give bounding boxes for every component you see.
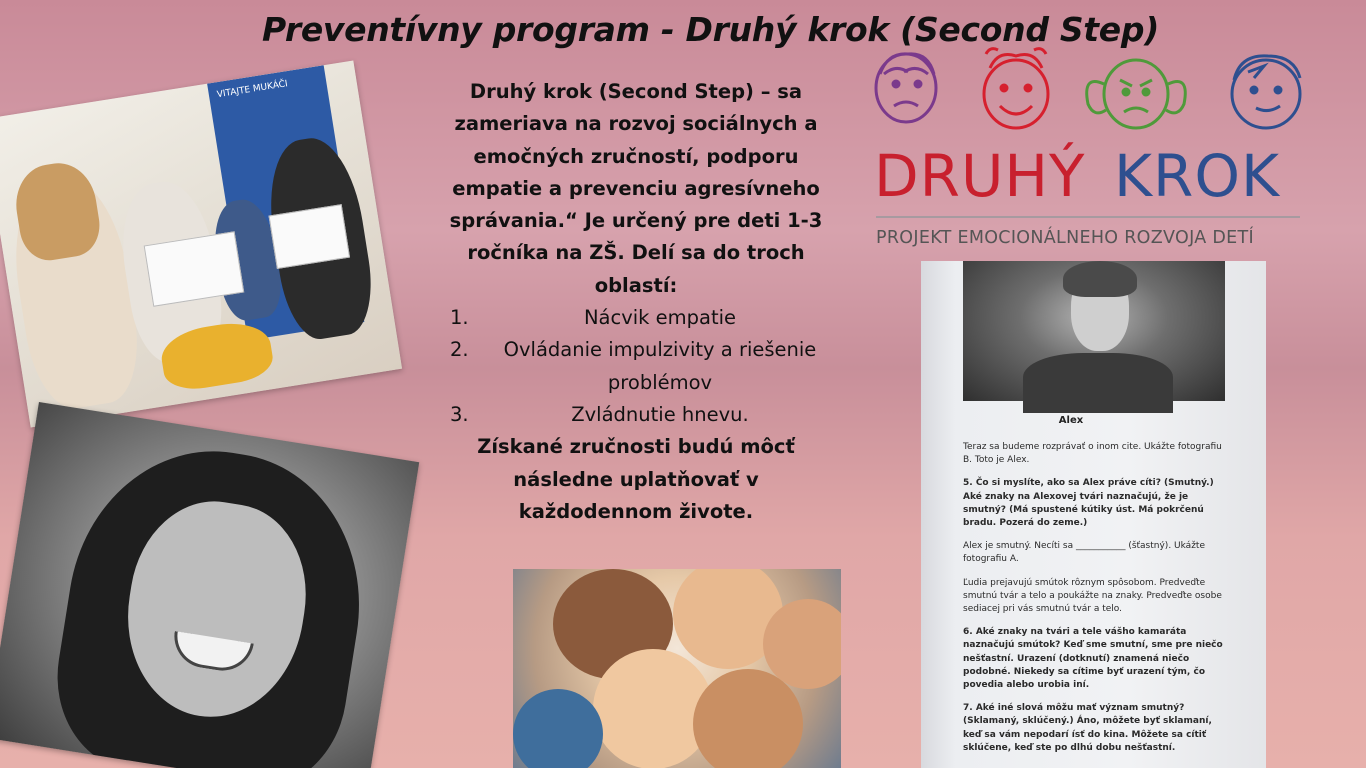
worksheet-page (921, 261, 1266, 768)
logo-divider (876, 216, 1300, 218)
worksheet-paragraph: Ľudia prejavujú smútok rôznym spôsobom. Predveďte smutnú tvár a telo a poukážte na znaky. Predveďte osobe sediacej pri vás smutnú tvár a telo. (963, 577, 1222, 615)
program-description (438, 76, 834, 528)
classroom-board-label: VITAJTE MUKÁČI (216, 79, 289, 101)
kids-group-photo (513, 569, 841, 768)
list-item: 1. Nácvik empatie (450, 306, 737, 330)
logo-subtitle: PROJEKT EMOCIONÁLNEHO ROZVOJA DETÍ (876, 228, 1254, 248)
logo-word-krok: KROK (1114, 142, 1281, 210)
page-title: Preventívny program - Druhý krok (Second Step) (262, 10, 1159, 49)
worksheet-paragraph: Alex je smutný. Necíti sa ___________ (šťastný). Ukážte fotografiu A. (963, 541, 1205, 565)
worksheet-text (963, 441, 1223, 765)
worksheet-question: 7. Aké iné slová môžu mať význam smutný? (Sklamaný, sklúčený.) Áno, môžete byť sklamaní, keď sa vám nepodarí ísť do kina. Môžete sa cítiť sklúčene, keď ste po dlhú dobu nešťastní. (963, 703, 1212, 753)
worksheet-name: Alex (1058, 415, 1084, 426)
kid-face (693, 669, 803, 768)
list-item: 3. Zvládnutie hnevu. (450, 402, 749, 426)
worksheet-question: 5. Čo si myslíte, ako sa Alex práve cíti? (Smutný.) Aké znaky na Alexovej tvári naznačujú, že je smutný? (Má spustené kútiky úst. Má pokrčenú bradu. Pozerá do zeme.) (963, 478, 1214, 529)
areas-list (438, 302, 834, 431)
intro-text: Druhý krok (Second Step) – sa zameriava na rozvoj sociálnych a emočných zručností, podporu empatie a prevenciu agresívneho správania.“ Je určený pre deti 1-3 ročníka na ZŠ. Delí sa do troch oblastí: (449, 80, 823, 297)
druhy-krok-logo (868, 44, 1308, 254)
classroom-photo (0, 61, 402, 428)
worksheet-question: 6. Aké znaky na tvári a tele vášho kamaráta naznačujú smútok? Keď sme smutní, sme pre niečo nešťastní. Urazení (dotknutí) znamená niečo podobné. Niekedy sa cítime byť urazení tým, čo povedia alebo urobia iní. (963, 627, 1223, 691)
outro-text: Získané zručnosti budú môcť následne uplatňovať v každodennom živote. (477, 435, 795, 523)
worksheet-paragraph: Teraz sa budeme rozprávať o inom cite. Ukážte fotografiu B. Toto je Alex. (963, 442, 1222, 466)
classroom-paper (269, 204, 351, 269)
faces-icon (868, 44, 1308, 140)
logo-word-druhy: DRUHÝ (874, 142, 1086, 210)
worksheet-photo (963, 261, 1225, 401)
kid-shirt (513, 689, 603, 768)
smiling-girl-photo (0, 402, 419, 768)
list-item: 2. Ovládanie impulzivity a riešenie problémov (450, 338, 817, 394)
